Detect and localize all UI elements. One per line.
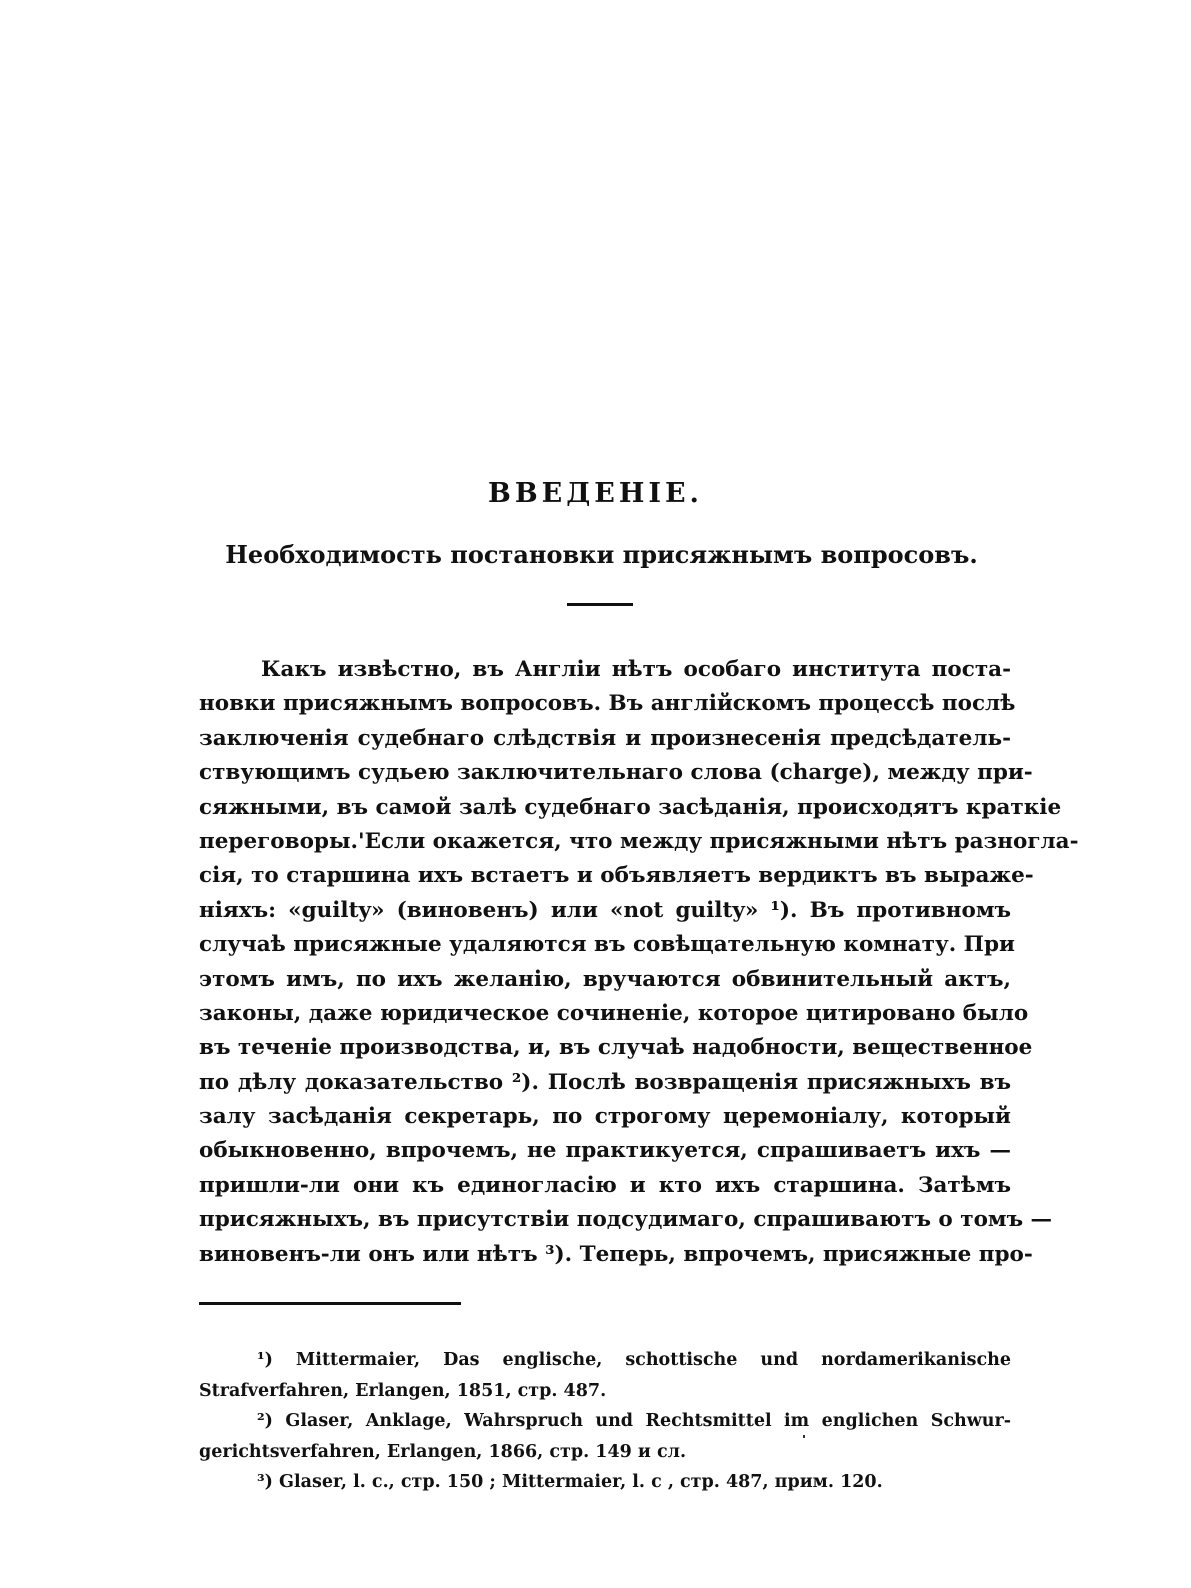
text-line: Какъ извѣстно, въ Англіи нѣтъ особаго института поста-	[261, 657, 1011, 682]
text-line: этомъ имъ, по ихъ желанію, вручаются обвинительный актъ,	[199, 966, 1011, 992]
text-line: пришли-ли они къ единогласію и кто ихъ старшина. Затѣмъ	[199, 1172, 1011, 1198]
footnote-1: ¹) Mittermaier, Das englische, schottische und nordamerikanische	[257, 1350, 1011, 1370]
text-line: сяжными, въ самой залѣ судебнаго засѣданія, происходятъ краткіе	[199, 794, 1062, 820]
footnote-2: ²) Glaser, Anklage, Wahrspruch und Rechtsmittel im englichen Schwur-	[257, 1411, 1011, 1431]
text-line: законы, даже юридическое сочиненіе, которое цитировано было	[199, 1000, 1029, 1026]
text-line: ствующимъ судьею заключительнаго слова (charge), между при-	[199, 760, 1033, 786]
text-line: ніяхъ: «guilty» (виновенъ) или «not guilty» ¹). Въ противномъ	[199, 897, 1011, 923]
text-line: залу засѣданія секретарь, по строгому церемоніалу, который	[199, 1104, 1011, 1130]
body-text	[199, 653, 1079, 1272]
text-line: случаѣ присяжные удаляются въ совѣщательную комнату. При	[199, 932, 1015, 958]
text-line: по дѣлу доказательство ²). Послѣ возвращенія присяжныхъ въ	[199, 1069, 1011, 1095]
footnote-1-continued: Strafverfahren, Erlangen, 1851, стр. 487.	[199, 1380, 607, 1401]
print-speck	[803, 1435, 805, 1438]
text-line: заключенія судебнаго слѣдствія и произнесенія предсѣдатель-	[199, 725, 1011, 751]
footnote-divider	[199, 1302, 461, 1305]
text-line: виновенъ-ли онъ или нѣтъ ³). Теперь, впрочемъ, присяжные про-	[199, 1241, 1033, 1267]
text-line: обыкновенно, впрочемъ, не практикуется, спрашиваетъ ихъ —	[199, 1138, 1011, 1164]
chapter-title: ВВЕДЕНІЕ.	[488, 478, 703, 509]
text-line: сія, то старшина ихъ встаетъ и объявляетъ вердиктъ въ выраже-	[199, 863, 1034, 889]
text-line: переговоры.'Если окажется, что между присяжными нѣтъ разногла-	[199, 828, 1079, 854]
footnote-2-continued: gerichtsverfahren, Erlangen, 1866, стр. 149 и сл.	[199, 1441, 687, 1462]
title-divider	[567, 603, 633, 606]
footnote-3: ³) Glaser, l. c., стр. 150 ; Mittermaier, l. c , стр. 487, прим. 120.	[257, 1472, 883, 1492]
footnotes	[199, 1345, 1011, 1498]
text-line: въ теченіе производства, и, въ случаѣ надобности, вещественное	[199, 1035, 1033, 1061]
chapter-subtitle: Необходимость постановки присяжнымъ вопросовъ.	[225, 540, 978, 569]
text-line: присяжныхъ, въ присутствіи подсудимаго, спрашиваютъ о томъ —	[199, 1207, 1053, 1233]
text-line: новки присяжнымъ вопросовъ. Въ англійскомъ процессѣ послѣ	[199, 691, 1016, 717]
